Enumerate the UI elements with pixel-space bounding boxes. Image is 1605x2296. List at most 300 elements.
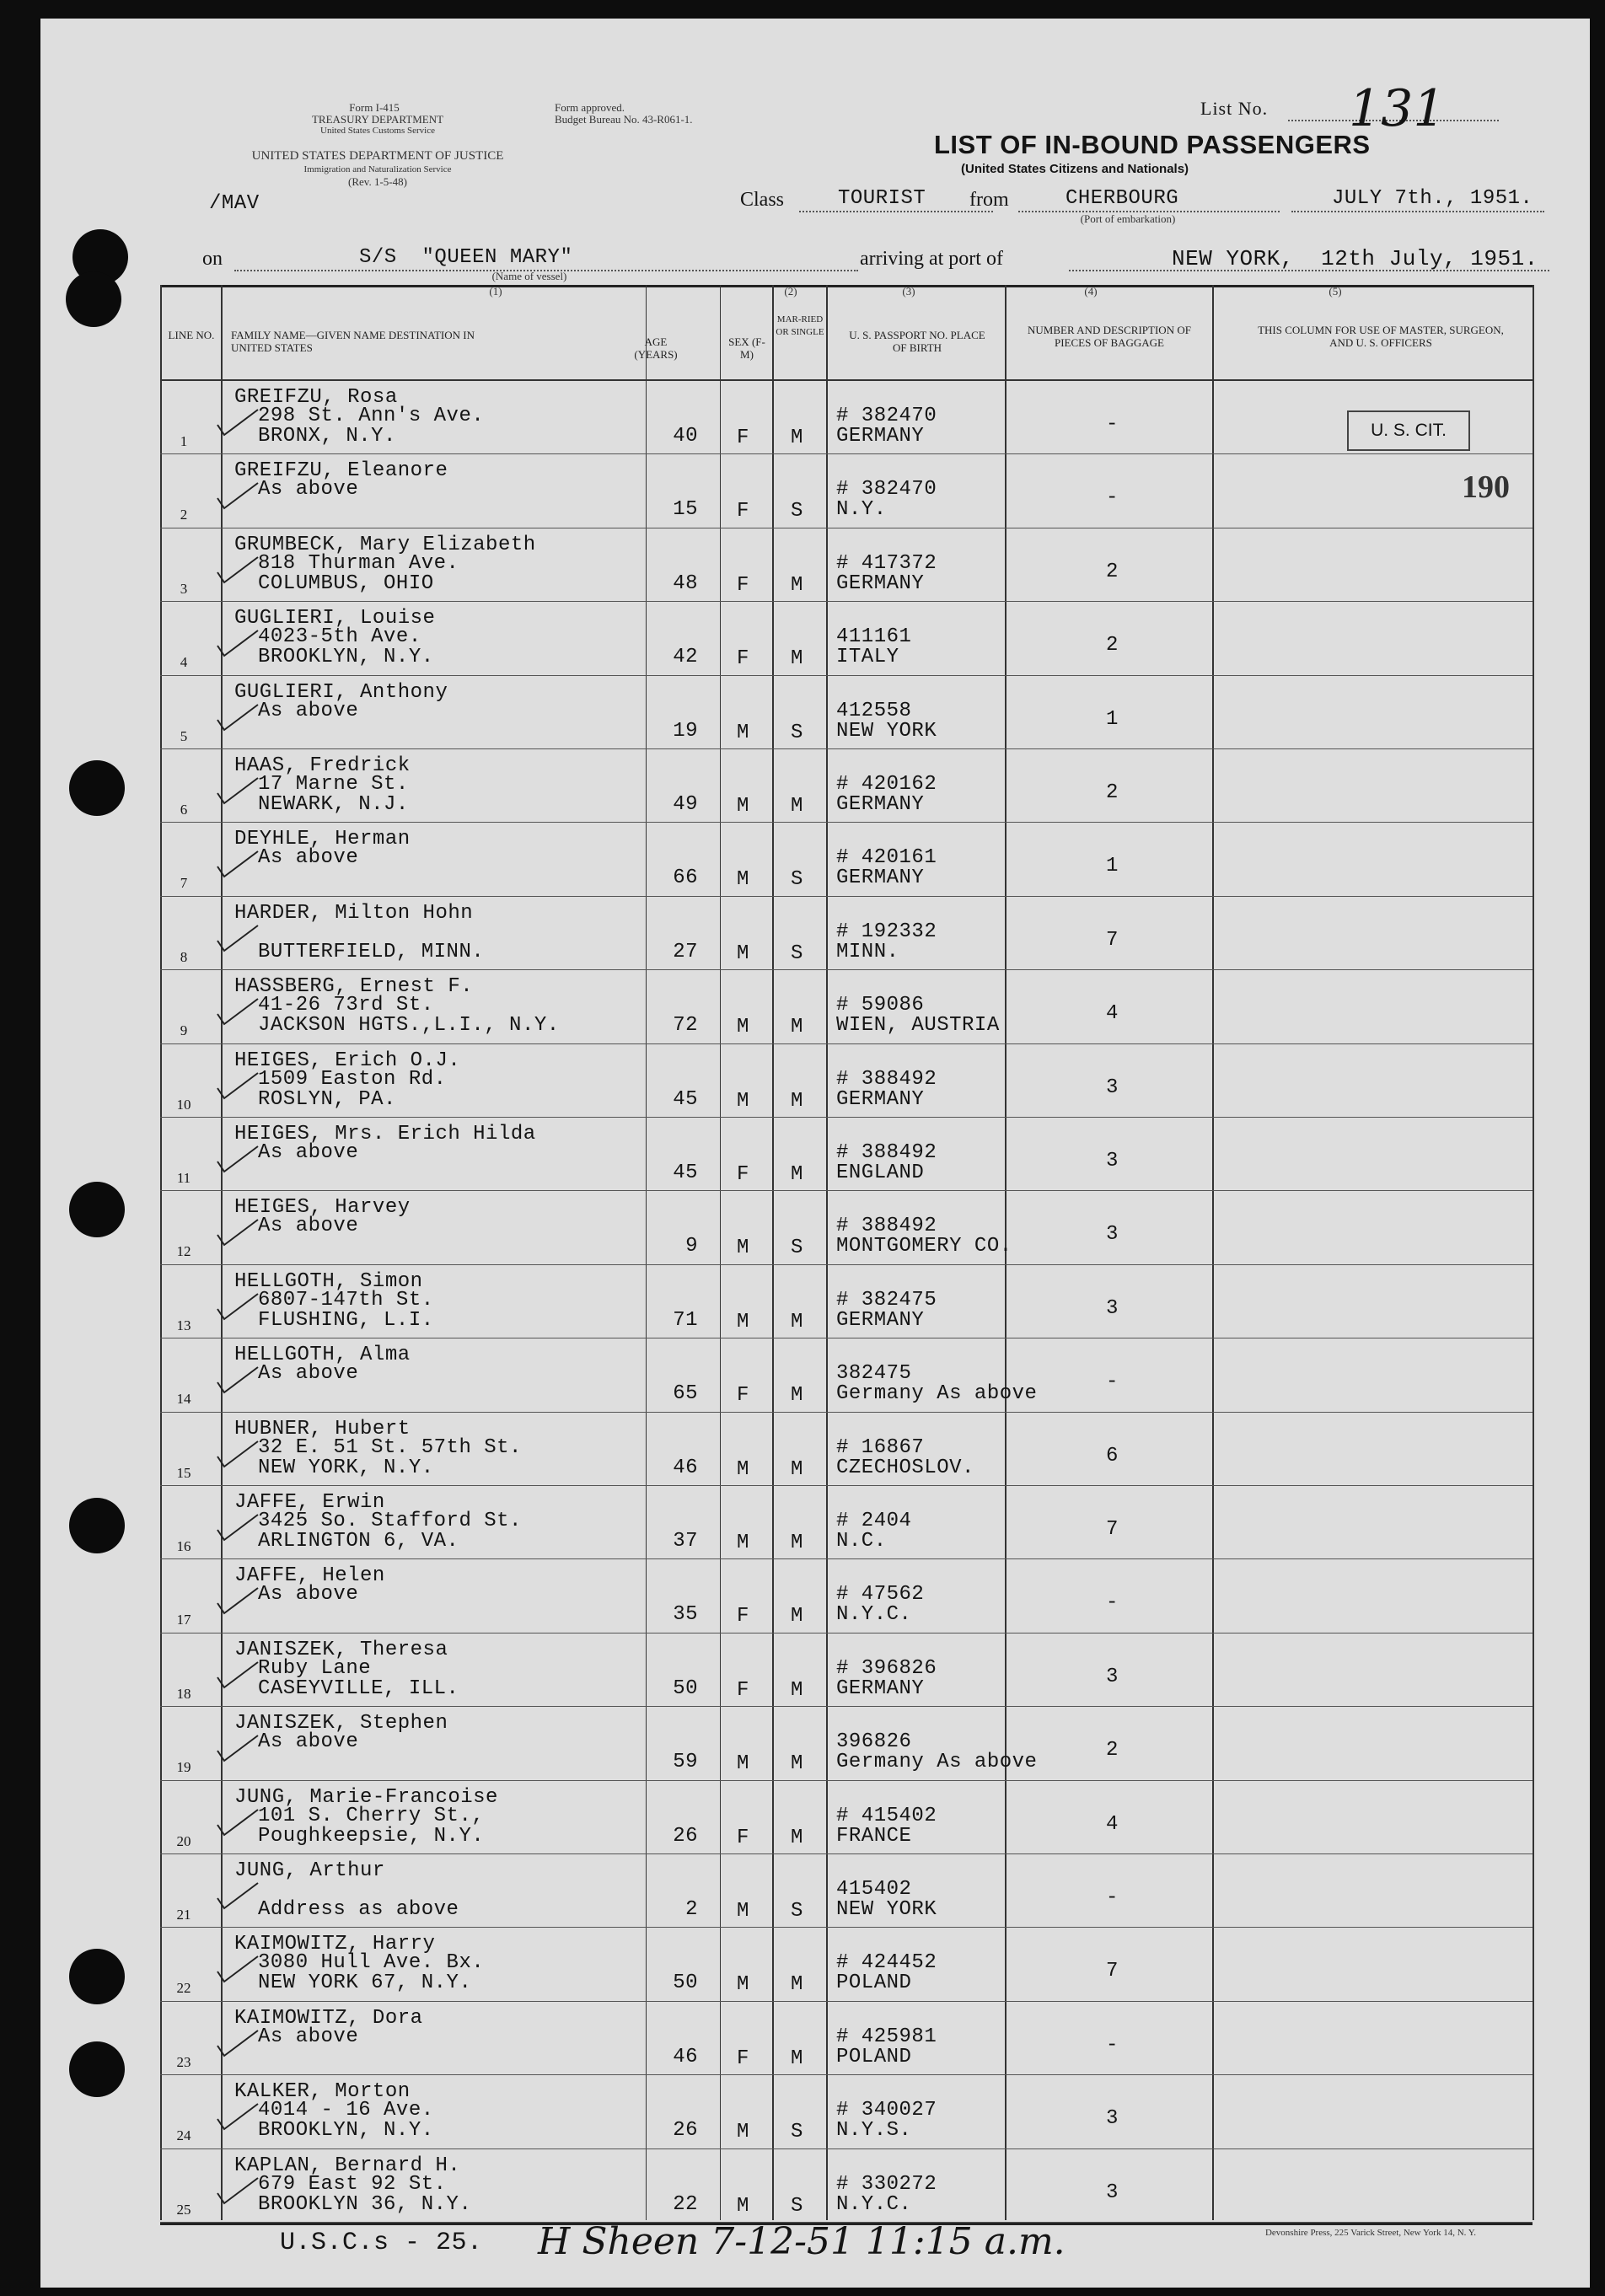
sex-value: M — [737, 1900, 749, 1923]
place-of-birth: MINN. — [836, 940, 899, 963]
check-mark-icon — [212, 1364, 263, 1397]
sex-value: M — [737, 1973, 749, 1997]
marital-status: S — [791, 2194, 803, 2218]
line-number: 12 — [176, 1243, 191, 1260]
baggage-count: 3 — [1106, 1150, 1119, 1172]
list-no-label: List No. — [1200, 98, 1269, 119]
place-of-birth: ENGLAND — [836, 1161, 925, 1184]
place-of-birth: Germany As above — [836, 1382, 1038, 1406]
passport-number: 382475 — [836, 1362, 912, 1386]
address-line-1: 17 Marne St. — [258, 773, 409, 796]
check-mark-icon — [212, 1070, 263, 1103]
marital-status: M — [791, 647, 803, 671]
baggage-count: 3 — [1106, 1665, 1119, 1688]
passport-number: # 424452 — [836, 1951, 937, 1975]
address-line-1: As above — [258, 846, 359, 870]
address-line-2: BUTTERFIELD, MINN. — [258, 940, 485, 963]
check-mark-icon — [212, 1511, 263, 1545]
ins-service: Immigration and Naturalization Service — [303, 164, 452, 174]
embark-note: (Port of embarkation) — [1080, 212, 1176, 225]
passenger-name: GRUMBECK, Mary Elizabeth — [234, 533, 536, 556]
age-value: 46 — [673, 2045, 698, 2068]
place-of-birth: GERMANY — [836, 425, 925, 448]
us-citizen-stamp: U. S. CIT. — [1347, 410, 1470, 451]
baggage-count: 2 — [1106, 1739, 1119, 1762]
arrival-port-date: NEW YORK, 12th July, 1951. — [1172, 246, 1538, 271]
sex-value: F — [737, 1163, 749, 1186]
page-title: LIST OF IN-BOUND PASSENGERS — [934, 130, 1371, 159]
from-label: from — [969, 189, 1009, 211]
address-line-1: 298 St. Ann's Ave. — [258, 405, 485, 427]
customs-service: United States Customs Service — [320, 126, 435, 136]
on-label: on — [202, 248, 223, 270]
baggage-count: 7 — [1106, 928, 1119, 952]
row-divider — [160, 1190, 1533, 1191]
place-of-birth: N.C. — [836, 1530, 887, 1553]
check-mark-icon — [212, 2027, 263, 2061]
line-number: 23 — [176, 2053, 191, 2070]
passenger-name: GUGLIERI, Louise — [234, 607, 436, 630]
marital-status: M — [791, 1310, 803, 1333]
row-divider — [160, 2074, 1533, 2075]
punch-hole — [69, 760, 125, 816]
passenger-name: HELLGOTH, Alma — [234, 1344, 411, 1367]
col-header-married: MAR-RIED OR SINGLE — [776, 314, 824, 337]
check-mark-icon — [212, 995, 263, 1029]
line-number: 22 — [176, 1980, 191, 1997]
address-line-2: BROOKLYN, N.Y. — [258, 646, 434, 669]
sex-value: M — [737, 795, 749, 818]
address-line-2: Address as above — [258, 1898, 459, 1921]
marital-status: S — [791, 721, 803, 744]
passenger-name: GREIFZU, Eleanore — [234, 459, 448, 483]
address-line-1: As above — [258, 1730, 359, 1754]
col-header-officers: THIS COLUMN FOR USE OF MASTER, SURGEON, AND U. S. OFFICERS — [1258, 324, 1504, 349]
check-mark-icon — [212, 1659, 263, 1692]
baggage-count: 7 — [1106, 1518, 1119, 1541]
baggage-count: 7 — [1106, 1960, 1119, 1983]
passport-number: # 382470 — [836, 405, 937, 427]
passport-number: # 425981 — [836, 2025, 937, 2048]
passenger-name: HUBNER, Hubert — [234, 1417, 411, 1440]
footer-signature: H Sheen 7-12-51 11:15 a.m. — [538, 2220, 1066, 2263]
address-line-1: 41-26 73rd St. — [258, 994, 434, 1017]
address-line-1: 101 S. Cherry St., — [258, 1804, 485, 1827]
passenger-name: JUNG, Arthur — [234, 1859, 385, 1882]
form-revision: (Rev. 1-5-48) — [348, 175, 407, 188]
row-divider — [160, 1264, 1533, 1265]
vessel-note: (Name of vessel) — [491, 270, 567, 282]
passenger-name: GUGLIERI, Anthony — [234, 680, 448, 704]
punch-hole — [69, 2041, 125, 2097]
baggage-count: 1 — [1106, 707, 1119, 731]
line-number: 8 — [180, 948, 188, 965]
row-divider — [160, 2001, 1533, 2002]
passenger-name: KALKER, Morton — [234, 2080, 411, 2104]
place-of-birth: FRANCE — [836, 1824, 912, 1848]
line-number: 1 — [180, 433, 188, 449]
place-of-birth: POLAND — [836, 1971, 912, 1995]
place-of-birth: POLAND — [836, 2045, 912, 2068]
age-value: 65 — [673, 1382, 698, 1406]
baggage-count: 2 — [1106, 781, 1119, 804]
line-number: 3 — [180, 580, 188, 597]
marital-status: M — [791, 2047, 803, 2070]
sex-value: M — [737, 1237, 749, 1260]
address-line-1: As above — [258, 1141, 359, 1164]
address-line-2: NEW YORK, N.Y. — [258, 1456, 434, 1479]
passport-number: # 340027 — [836, 2099, 937, 2122]
age-value: 59 — [673, 1751, 698, 1774]
place-of-birth: N.Y.C. — [836, 2192, 912, 2216]
age-value: 48 — [673, 571, 698, 595]
passenger-name: HEIGES, Harvey — [234, 1196, 411, 1220]
place-of-birth: GERMANY — [836, 1087, 925, 1111]
row-divider — [160, 1706, 1533, 1707]
line-number: 25 — [176, 2201, 191, 2218]
age-value: 45 — [673, 1161, 698, 1184]
place-of-birth: N.Y. — [836, 498, 887, 522]
row-divider — [160, 896, 1533, 897]
passenger-name: JAFFE, Erwin — [234, 1491, 385, 1514]
address-line-2: BROOKLYN, N.Y. — [258, 2119, 434, 2143]
col-num-3: (3) — [902, 285, 915, 298]
vessel-name: S/S "QUEEN MARY" — [359, 246, 573, 269]
passenger-name: HEIGES, Mrs. Erich Hilda — [234, 1123, 536, 1145]
marital-status: M — [791, 1826, 803, 1849]
sex-value: M — [737, 2121, 749, 2144]
punch-hole — [69, 1949, 125, 2004]
age-value: 27 — [673, 940, 698, 963]
col-header-line: LINE NO. — [168, 329, 215, 341]
place-of-birth: N.Y.C. — [836, 1603, 912, 1627]
baggage-count: 3 — [1106, 1076, 1119, 1099]
row-divider — [160, 675, 1533, 676]
sex-value: M — [737, 941, 749, 965]
sex-value: F — [737, 1605, 749, 1628]
passenger-name: HAAS, Fredrick — [234, 754, 411, 777]
marital-status: M — [791, 1163, 803, 1186]
check-mark-icon — [212, 1438, 263, 1472]
place-of-birth: GERMANY — [836, 1308, 925, 1332]
sex-value: F — [737, 500, 749, 523]
line-number: 11 — [176, 1170, 191, 1186]
arriving-label: arriving at port of — [860, 248, 1003, 270]
address-line-1: As above — [258, 1362, 359, 1386]
embarkation-date: JULY 7th., 1951. — [1332, 187, 1533, 210]
col-num-4: (4) — [1084, 285, 1098, 298]
age-value: 42 — [673, 646, 698, 669]
age-value: 46 — [673, 1456, 698, 1479]
baggage-count: 3 — [1106, 2181, 1119, 2204]
passport-number: 411161 — [836, 625, 912, 649]
col-header-sex: SEX (F-M) — [728, 335, 765, 361]
age-value: 71 — [673, 1308, 698, 1332]
age-value: 26 — [673, 2119, 698, 2143]
row-divider — [160, 601, 1533, 602]
marital-status: M — [791, 1973, 803, 1997]
line-number: 2 — [180, 507, 188, 523]
row-divider — [160, 1853, 1533, 1854]
line-number: 18 — [176, 1685, 191, 1702]
place-of-birth: Germany As above — [836, 1751, 1038, 1774]
baggage-count: 4 — [1106, 1812, 1119, 1836]
row-divider — [160, 1927, 1533, 1928]
passport-number: # 388492 — [836, 1215, 937, 1238]
baggage-count: 1 — [1106, 855, 1119, 878]
passenger-name: JUNG, Marie-Francoise — [234, 1785, 498, 1809]
address-line-2: COLUMBUS, OHIO — [258, 571, 434, 595]
passport-number: # 192332 — [836, 920, 937, 943]
col-header-age: AGE (YEARS) — [634, 335, 678, 361]
passport-number: # 396826 — [836, 1656, 937, 1680]
age-value: 22 — [673, 2192, 698, 2216]
line-number: 16 — [176, 1538, 191, 1554]
passport-number: # 388492 — [836, 1141, 937, 1164]
passenger-name: JANISZEK, Theresa — [234, 1638, 448, 1661]
class-value: TOURIST — [838, 187, 926, 210]
passport-number: # 16867 — [836, 1435, 925, 1459]
age-value: 45 — [673, 1087, 698, 1111]
baggage-count: - — [1106, 1886, 1119, 1909]
line-number: 13 — [176, 1317, 191, 1333]
mav-code: /MAV — [209, 192, 260, 215]
sex-value: M — [737, 1310, 749, 1333]
row-divider — [160, 2148, 1533, 2149]
marital-status: S — [791, 868, 803, 892]
sex-value: F — [737, 426, 749, 449]
marital-status: M — [791, 1605, 803, 1628]
address-line-1: 4014 - 16 Ave. — [258, 2099, 434, 2122]
baggage-count: 2 — [1106, 560, 1119, 583]
embarkation-port: CHERBOURG — [1066, 187, 1179, 210]
passenger-list-sheet — [40, 19, 1590, 2288]
row-divider — [160, 822, 1533, 823]
place-of-birth: NEW YORK — [836, 719, 937, 743]
stamp-count: 190 — [1462, 469, 1510, 505]
passport-number: # 417372 — [836, 551, 937, 575]
check-mark-icon — [212, 1290, 263, 1324]
marital-status: M — [791, 1752, 803, 1776]
address-line-2: NEW YORK 67, N.Y. — [258, 1971, 472, 1995]
age-value: 2 — [685, 1898, 698, 1921]
line-number: 15 — [176, 1464, 191, 1481]
baggage-count: - — [1106, 413, 1119, 436]
passenger-name: JAFFE, Helen — [234, 1564, 385, 1588]
address-line-2: Poughkeepsie, N.Y. — [258, 1824, 485, 1848]
line-number: 14 — [176, 1391, 191, 1408]
marital-status: S — [791, 1237, 803, 1260]
place-of-birth: CZECHOSLOV. — [836, 1456, 974, 1479]
address-line-1: As above — [258, 699, 359, 722]
marital-status: S — [791, 1900, 803, 1923]
line-number: 9 — [180, 1022, 188, 1039]
address-line-1: 679 East 92 St. — [258, 2172, 447, 2196]
punch-hole — [69, 1182, 125, 1237]
passport-number: # 388492 — [836, 1067, 937, 1091]
passport-number: 412558 — [836, 699, 912, 722]
place-of-birth: WIEN, AUSTRIA — [836, 1014, 1000, 1038]
col-header-baggage: NUMBER AND DESCRIPTION OF PIECES OF BAGGAGE — [1028, 324, 1191, 349]
address-line-2: CASEYVILLE, ILL. — [258, 1676, 459, 1700]
treasury-dept: TREASURY DEPARTMENT — [311, 113, 444, 126]
address-line-1: As above — [258, 1215, 359, 1238]
marital-status: M — [791, 573, 803, 597]
sex-value: F — [737, 2047, 749, 2070]
col-num-1: (1) — [489, 285, 502, 298]
age-value: 9 — [685, 1235, 698, 1258]
footer-count: U.S.C.s - 25. — [280, 2229, 483, 2257]
marital-status: S — [791, 941, 803, 965]
marital-status: M — [791, 1457, 803, 1481]
address-line-1: Ruby Lane — [258, 1656, 372, 1680]
baggage-count: 2 — [1106, 634, 1119, 657]
address-line-1: As above — [258, 1583, 359, 1607]
address-line-2: NEWARK, N.J. — [258, 793, 409, 816]
check-mark-icon — [212, 480, 263, 513]
check-mark-icon — [212, 2100, 263, 2134]
row-divider — [160, 1412, 1533, 1413]
check-mark-icon — [212, 1806, 263, 1840]
passport-number: # 415402 — [836, 1804, 937, 1827]
baggage-count: 3 — [1106, 2107, 1119, 2131]
baggage-count: - — [1106, 2033, 1119, 2057]
line-number: 19 — [176, 1759, 191, 1776]
baggage-count: - — [1106, 486, 1119, 510]
age-value: 72 — [673, 1014, 698, 1038]
sex-value: M — [737, 1016, 749, 1039]
line-number: 7 — [180, 875, 188, 892]
col-header-passport: U. S. PASSPORT NO. PLACE OF BIRTH — [849, 329, 985, 354]
address-line-1: 818 Thurman Ave. — [258, 551, 459, 575]
baggage-count: 3 — [1106, 1223, 1119, 1247]
col-num-5: (5) — [1329, 285, 1342, 298]
passport-number: # 59086 — [836, 994, 925, 1017]
address-line-2: BRONX, N.Y. — [258, 425, 396, 448]
row-divider — [160, 969, 1533, 970]
marital-status: M — [791, 1678, 803, 1702]
baggage-count: 4 — [1106, 1002, 1119, 1026]
check-mark-icon — [212, 1880, 263, 1913]
budget-bureau: Budget Bureau No. 43-R061-1. — [555, 113, 693, 126]
check-mark-icon — [212, 406, 263, 440]
line-number: 20 — [176, 1832, 191, 1849]
sex-value: F — [737, 573, 749, 597]
line-number: 5 — [180, 727, 188, 744]
passport-number: 396826 — [836, 1730, 912, 1754]
place-of-birth: N.Y.S. — [836, 2119, 912, 2143]
list-number: 131 — [1349, 79, 1446, 138]
age-value: 66 — [673, 866, 698, 890]
marital-status: S — [791, 2121, 803, 2144]
marital-status: M — [791, 1016, 803, 1039]
check-mark-icon — [212, 1143, 263, 1177]
age-value: 35 — [673, 1603, 698, 1627]
check-mark-icon — [212, 701, 263, 735]
check-mark-icon — [212, 775, 263, 808]
place-of-birth: ITALY — [836, 646, 899, 669]
col-header-name: FAMILY NAME—GIVEN NAME DESTINATION IN UNITED STATES — [231, 329, 475, 354]
passenger-name: GREIFZU, Rosa — [234, 386, 398, 409]
line-number: 21 — [176, 1907, 191, 1923]
address-line-1: As above — [258, 2025, 359, 2048]
row-divider — [160, 1780, 1533, 1781]
passenger-name: KAIMOWITZ, Harry — [234, 1933, 436, 1956]
justice-dept: UNITED STATES DEPARTMENT OF JUSTICE — [251, 149, 504, 163]
passenger-name: KAPLAN, Bernard H. — [234, 2154, 461, 2177]
place-of-birth: NEW YORK — [836, 1898, 937, 1921]
passenger-name: HARDER, Milton Hohn — [234, 901, 474, 925]
line-number: 6 — [180, 802, 188, 818]
check-mark-icon — [212, 627, 263, 661]
sex-value: F — [737, 1678, 749, 1702]
line-number: 10 — [176, 1096, 191, 1113]
marital-status: M — [791, 1532, 803, 1554]
sex-value: M — [737, 1752, 749, 1776]
passport-number: # 420162 — [836, 773, 937, 796]
address-line-2: JACKSON HGTS.,L.I., N.Y. — [258, 1014, 560, 1038]
check-mark-icon — [212, 1585, 263, 1618]
row-divider — [160, 1117, 1533, 1118]
check-mark-icon — [212, 1216, 263, 1250]
passport-number: # 382470 — [836, 478, 937, 502]
marital-status: M — [791, 1089, 803, 1113]
passenger-name: HASSBERG, Ernest F. — [234, 975, 474, 999]
printer-imprint: Devonshire Press, 225 Varick Street, New York 14, N. Y. — [1264, 2228, 1477, 2238]
passenger-name: DEYHLE, Herman — [234, 828, 411, 851]
passenger-name: HEIGES, Erich O.J. — [234, 1049, 461, 1072]
age-value: 40 — [673, 425, 698, 448]
sex-value: F — [737, 647, 749, 671]
punch-hole — [66, 271, 121, 327]
passenger-name: HELLGOTH, Simon — [234, 1269, 423, 1293]
place-of-birth: GERMANY — [836, 1676, 925, 1700]
place-of-birth: GERMANY — [836, 571, 925, 595]
age-value: 50 — [673, 1676, 698, 1700]
address-line-1: 32 E. 51 St. 57th St. — [258, 1435, 522, 1459]
row-divider — [160, 748, 1533, 749]
row-divider — [160, 1043, 1533, 1044]
passport-number: # 420161 — [836, 846, 937, 870]
row-divider — [160, 1558, 1533, 1559]
passenger-name: KAIMOWITZ, Dora — [234, 2006, 423, 2030]
sex-value: M — [737, 1532, 749, 1554]
sex-value: M — [737, 868, 749, 892]
age-value: 49 — [673, 793, 698, 816]
check-mark-icon — [212, 848, 263, 882]
baggage-count: - — [1106, 1591, 1119, 1615]
age-value: 37 — [673, 1530, 698, 1553]
place-of-birth: MONTGOMERY CO. — [836, 1235, 1012, 1258]
page-subtitle: (United States Citizens and Nationals) — [961, 162, 1189, 176]
age-value: 50 — [673, 1971, 698, 1995]
col-num-2: (2) — [784, 285, 797, 298]
sex-value: F — [737, 1826, 749, 1849]
age-value: 19 — [673, 719, 698, 743]
passport-number: # 47562 — [836, 1583, 925, 1607]
marital-status: S — [791, 500, 803, 523]
address-line-1: 3425 So. Stafford St. — [258, 1510, 522, 1532]
passenger-name: JANISZEK, Stephen — [234, 1712, 448, 1735]
address-line-1: As above — [258, 478, 359, 502]
passport-number: # 2404 — [836, 1510, 912, 1532]
form-number: Form I-415 — [349, 101, 400, 114]
sex-value: M — [737, 1457, 749, 1481]
sex-value: F — [737, 1384, 749, 1408]
line-number: 24 — [176, 2127, 191, 2144]
line-number: 17 — [176, 1612, 191, 1628]
punch-hole — [69, 1498, 125, 1553]
